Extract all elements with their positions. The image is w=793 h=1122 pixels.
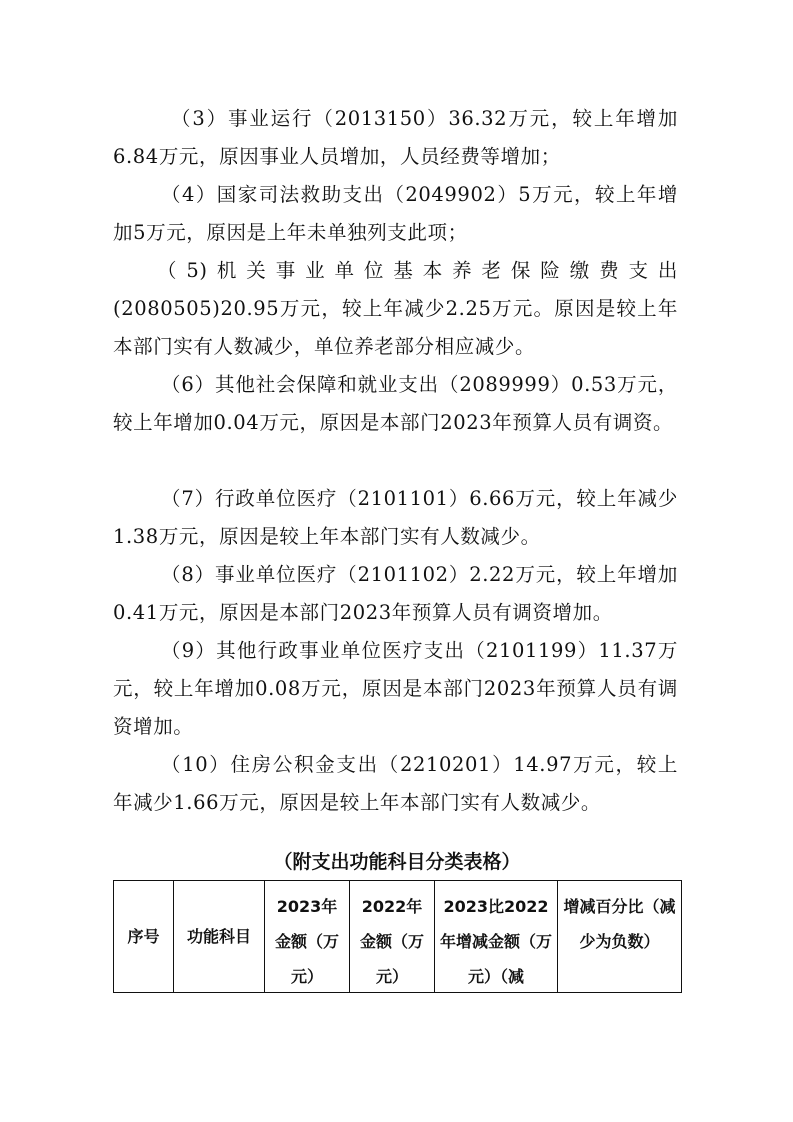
paragraph-4: （4）国家司法救助支出（2049902）5万元，较上年增加5万元，原因是上年未单独列支此项； <box>113 183 678 244</box>
header-index: 序号 <box>114 881 174 993</box>
table-caption: （附支出功能科目分类表格） <box>273 851 521 873</box>
function-subject-table <box>113 880 682 993</box>
header-subject: 功能科目 <box>174 881 265 993</box>
paragraph-6: （6）其他社会保障和就业支出（2089999）0.53万元，较上年增加0.04万元，原因是本部门2023年预算人员有调资。 <box>113 373 678 434</box>
header-2022-amount: 2022年金额（万元） <box>350 881 435 993</box>
header-2023-amount: 2023年金额（万元） <box>265 881 350 993</box>
table-header-row <box>114 881 682 993</box>
paragraph-7: （7）行政单位医疗（2101101）6.66万元，较上年减少1.38万元，原因是较上年本部门实有人数减少。 <box>113 487 678 548</box>
paragraph-10: （10）住房公积金支出（2210201）14.97万元，较上年减少1.66万元，原因是较上年本部门实有人数减少。 <box>113 753 678 814</box>
header-change-amount: 2023比2022年增减金额（万元）（减 <box>435 881 558 993</box>
header-change-percent: 增减百分比（减少为负数） <box>558 881 682 993</box>
paragraph-9: （9）其他行政事业单位医疗支出（2101199）11.37万元，较上年增加0.08万元，原因是本部门2023年预算人员有调资增加。 <box>113 639 678 738</box>
paragraph-5: （5)机关事业单位基本养老保险缴费支出(2080505)20.95万元，较上年减少2.25万元。原因是较上年本部门实有人数减少，单位养老部分相应减少。 <box>113 259 678 358</box>
paragraph-8: （8）事业单位医疗（2101102）2.22万元，较上年增加0.41万元，原因是本部门2023年预算人员有调资增加。 <box>113 563 678 624</box>
paragraph-3: （3）事业运行（2013150）36.32万元，较上年增加6.84万元，原因事业人员增加，人员经费等增加； <box>113 107 678 168</box>
